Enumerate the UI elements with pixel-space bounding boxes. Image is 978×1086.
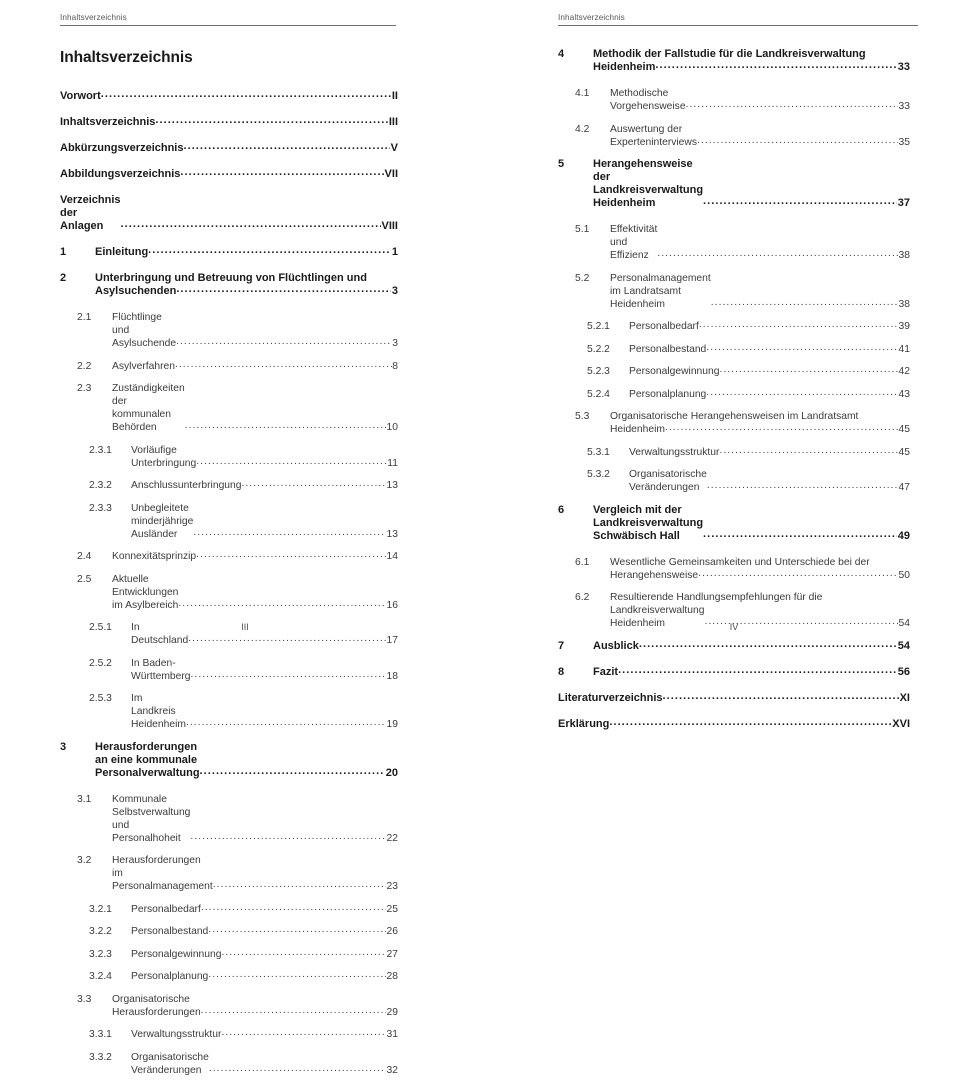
toc-entry[interactable]	[558, 410, 910, 436]
toc-right	[558, 48, 910, 744]
toc-entry-number: 4.2	[575, 123, 590, 135]
toc-entry-title: Organisatorische Herausforderungen	[112, 993, 201, 1018]
toc-entry-title: Vorwort	[60, 90, 101, 102]
toc-leader-dots	[196, 548, 386, 561]
toc-leader-dots	[186, 716, 386, 729]
toc-page-number: 17	[386, 635, 398, 646]
toc-entry[interactable]	[60, 948, 398, 961]
toc-entry-number: 1	[60, 246, 67, 258]
toc-page-number: 33	[898, 101, 910, 112]
toc-entry-number: 2.1	[77, 312, 92, 323]
toc-leader-dots	[155, 114, 388, 127]
toc-page-number: 49	[897, 529, 910, 542]
toc-leader-dots	[703, 195, 897, 208]
toc-entry-title: Methodik der Fallstudie für die Landkreisverwaltung	[593, 48, 866, 60]
toc-leader-dots	[185, 419, 386, 432]
toc-page-number: 50	[898, 569, 910, 581]
toc-page-number: VIII	[381, 220, 398, 232]
toc-page-number: 33	[897, 61, 910, 73]
toc-entry-title: Unbegleitete minderjährige Ausländer	[131, 502, 194, 540]
toc-entry[interactable]	[558, 320, 910, 333]
toc-entry[interactable]	[60, 573, 398, 612]
page-title: Inhaltsverzeichnis	[60, 49, 193, 66]
toc-entry[interactable]	[558, 504, 910, 543]
toc-page-number: 13	[386, 528, 398, 540]
toc-entry-title: Konnexitätsprinzip	[112, 551, 197, 562]
toc-entry[interactable]	[60, 168, 398, 181]
toc-entry-number: 3.3.2	[89, 1051, 112, 1063]
toc-entry-title: Wesentliche Gemeinsamkeiten und Unterschiede bei der	[610, 556, 870, 568]
toc-page-number: 18	[386, 670, 398, 682]
toc-entry-number: 5	[558, 158, 565, 170]
toc-page-number: 42	[898, 366, 910, 377]
toc-leader-dots	[697, 134, 898, 147]
toc-entry-number: 8	[558, 665, 565, 678]
toc-entry-number: 2.5.3	[89, 693, 112, 704]
toc-entry-title: Personalplanung	[131, 971, 209, 982]
toc-entry-title: In Baden-Württemberg	[131, 657, 191, 682]
toc-leader-dots	[609, 716, 891, 729]
toc-entry-title: Erklärung	[558, 717, 610, 730]
toc-entry[interactable]	[60, 903, 398, 916]
toc-entry-title: Flüchtlinge und Asylsuchende	[112, 312, 177, 349]
toc-leader-dots	[175, 358, 392, 371]
toc-page-number: 47	[898, 482, 910, 493]
page-folio-left: III	[241, 622, 249, 632]
toc-entry-title: Personalgewinnung	[131, 948, 222, 960]
toc-entry-number: 3.2.3	[89, 948, 112, 960]
toc-page-number: VII	[384, 168, 398, 180]
toc-entry-number: 2.3.3	[89, 502, 112, 514]
toc-entry[interactable]	[60, 116, 398, 129]
toc-leader-dots	[221, 946, 386, 959]
toc-page-number: 32	[386, 1064, 398, 1076]
toc-entry-number: 5.2.1	[587, 321, 610, 332]
toc-entry-title: Fazit	[593, 665, 619, 678]
toc-leader-dots	[706, 386, 898, 399]
toc-leader-dots	[618, 664, 897, 677]
toc-page-number: 56	[897, 665, 910, 678]
toc-leader-dots	[707, 479, 898, 492]
toc-leader-dots	[719, 444, 898, 457]
toc-entry-number: 5.1	[575, 224, 590, 235]
toc-page-number: 28	[386, 971, 398, 982]
toc-entry-number: 2.5.1	[89, 622, 112, 633]
toc-entry[interactable]	[60, 657, 398, 683]
toc-entry-title: Unterbringung und Betreuung von Flüchtlingen und	[95, 272, 367, 284]
toc-leader-dots	[193, 526, 386, 539]
toc-leader-dots	[639, 638, 897, 651]
toc-entry-number: 3.2.1	[89, 903, 112, 915]
toc-entry-title-cont: Landkreisverwaltung Heidenheim	[610, 605, 705, 629]
toc-page-number: 43	[898, 388, 910, 400]
toc-entry-number: 2.3	[77, 383, 92, 394]
toc-entry-title: Personalbestand	[131, 926, 209, 937]
toc-page-number: 3	[392, 338, 398, 349]
toc-leader-dots	[213, 878, 386, 891]
toc-entry-number: 5.3.1	[587, 446, 610, 458]
toc-leader-dots	[196, 455, 387, 468]
toc-entry[interactable]	[558, 343, 910, 356]
toc-entry-title: Organisatorische Veränderungen	[629, 469, 707, 493]
toc-page-number: 35	[898, 136, 910, 148]
toc-entry[interactable]	[558, 48, 910, 74]
page-left	[0, 0, 490, 1076]
toc-leader-dots	[706, 341, 898, 354]
toc-entry-title: Resultierende Handlungsempfehlungen für die	[610, 592, 823, 603]
toc-entry-title: Personalgewinnung	[629, 366, 720, 377]
toc-entry[interactable]	[60, 1028, 398, 1041]
toc-entry-number: 3	[60, 740, 67, 753]
toc-entry-title: Effektivität und Effizienz	[610, 224, 658, 261]
toc-entry-title: Im Landkreis Heidenheim	[131, 693, 186, 730]
toc-entry-number: 5.3.2	[587, 469, 610, 480]
toc-leader-dots	[686, 98, 898, 111]
toc-entry-title: Zuständigkeiten der kommunalen Behörden	[112, 383, 185, 433]
toc-leader-dots	[191, 668, 387, 681]
toc-leader-dots	[657, 247, 898, 260]
toc-page-number: 8	[392, 360, 398, 372]
toc-entry-number: 2.3.1	[89, 444, 112, 456]
toc-entry-title: Organisatorische Veränderungen	[131, 1051, 209, 1076]
toc-entry-title: Organisatorische Herangehensweisen im Landratsamt	[610, 411, 859, 422]
toc-page-number: 38	[898, 298, 910, 310]
page-right	[490, 0, 978, 730]
toc-entry-number: 5.2.2	[587, 343, 610, 355]
toc-entry-number: 2.3.2	[89, 480, 112, 491]
toc-entry[interactable]	[60, 444, 398, 470]
toc-entry-number: 5.2.4	[587, 388, 610, 400]
toc-entry-title: Personalbestand	[629, 343, 707, 355]
toc-page-number: 25	[386, 903, 398, 915]
toc-entry-title: Asylverfahren	[112, 360, 175, 372]
page-folio-right: IV	[729, 622, 739, 632]
toc-entry[interactable]	[60, 90, 398, 103]
toc-entry-number: 2	[60, 272, 67, 284]
toc-page-number: 3	[391, 285, 398, 297]
toc-entry[interactable]	[60, 311, 398, 350]
toc-leader-dots	[221, 1026, 386, 1039]
toc-entry[interactable]	[558, 223, 910, 262]
toc-entry[interactable]	[60, 360, 398, 373]
toc-left	[60, 48, 398, 1086]
toc-page-number: 1	[391, 246, 398, 258]
toc-leader-dots	[711, 296, 898, 309]
toc-page-number: 54	[897, 639, 910, 652]
toc-page-number: XI	[899, 691, 910, 704]
toc-entry[interactable]	[60, 550, 398, 563]
toc-leader-dots	[101, 88, 392, 101]
toc-entry[interactable]	[558, 388, 910, 401]
toc-entry-title: Verzeichnis der Anlagen	[60, 194, 121, 232]
toc-entry-title-cont: Heidenheim	[610, 424, 665, 435]
toc-entry[interactable]	[60, 854, 398, 893]
toc-entry-title: Verwaltungsstruktur	[629, 446, 720, 458]
toc-page-number: 10	[386, 422, 398, 433]
toc-entry[interactable]	[60, 925, 398, 938]
toc-entry[interactable]	[60, 194, 398, 233]
toc-entry-title-cont: Heidenheim	[593, 61, 656, 73]
toc-entry[interactable]	[60, 1051, 398, 1077]
toc-entry[interactable]	[60, 272, 398, 298]
toc-page-number: 54	[898, 618, 910, 629]
toc-entry-title: Einleitung	[95, 246, 149, 258]
toc-page-number: 16	[386, 599, 398, 611]
toc-entry-number: 4.1	[575, 88, 590, 99]
toc-leader-dots	[190, 830, 386, 843]
toc-leader-dots	[201, 901, 386, 914]
toc-entry[interactable]	[558, 446, 910, 459]
toc-entry-title: Herangehensweise der Landkreisverwaltung Heidenheim	[593, 158, 704, 209]
toc-entry-list-left	[60, 90, 398, 1077]
toc-page-number: 37	[897, 197, 910, 209]
toc-entry-number: 6.1	[575, 556, 590, 568]
toc-leader-dots	[208, 923, 386, 936]
toc-page-number: 38	[898, 250, 910, 261]
toc-entry-title: Anschlussunterbringung	[131, 480, 242, 491]
toc-entry[interactable]	[558, 468, 910, 494]
toc-page-number: 13	[386, 480, 398, 491]
toc-entry-title: In Deutschland	[131, 622, 189, 646]
toc-entry-title: Literaturverzeichnis	[558, 691, 663, 704]
toc-leader-dots	[188, 632, 386, 645]
toc-leader-dots	[209, 1062, 386, 1075]
toc-leader-dots	[719, 363, 898, 376]
toc-entry[interactable]	[60, 382, 398, 434]
toc-leader-dots	[176, 283, 391, 296]
toc-entry-number: 6	[558, 503, 565, 516]
toc-entry-number: 2.5.2	[89, 657, 112, 669]
toc-entry-title: Vorläufige Unterbringung	[131, 444, 197, 469]
toc-entry-title: Personalmanagement im Landratsamt Heidenheim	[610, 272, 711, 310]
toc-page-number: V	[390, 142, 398, 154]
toc-entry-number: 2.5	[77, 573, 92, 585]
toc-entry[interactable]	[558, 123, 910, 149]
toc-entry-number: 3.3	[77, 993, 92, 1005]
toc-entry[interactable]	[60, 246, 398, 259]
toc-entry-title: Aktuelle Entwicklungen im Asylbereich	[112, 573, 179, 611]
toc-entry-title: Verwaltungsstruktur	[131, 1029, 222, 1040]
toc-entry-number: 3.3.1	[89, 1029, 112, 1040]
toc-entry-number: 3.2.4	[89, 971, 112, 982]
toc-entry-number: 2.2	[77, 360, 92, 372]
toc-entry-number: 7	[558, 639, 565, 652]
toc-page-number: III	[388, 116, 398, 128]
toc-entry-number: 2.4	[77, 551, 92, 562]
toc-page-number: 26	[386, 926, 398, 937]
toc-page-number: 31	[386, 1029, 398, 1040]
toc-page-number: 27	[386, 948, 398, 960]
toc-leader-dots	[241, 477, 386, 490]
toc-entry[interactable]	[558, 365, 910, 378]
toc-leader-dots	[208, 968, 386, 981]
toc-entry[interactable]	[558, 666, 910, 679]
toc-entry[interactable]	[558, 718, 910, 731]
toc-page-number: 20	[385, 766, 398, 779]
toc-entry-number: 3.1	[77, 793, 92, 805]
toc-entry[interactable]	[558, 158, 910, 210]
toc-entry[interactable]	[60, 502, 398, 541]
toc-page-number: 29	[386, 1006, 398, 1018]
toc-leader-dots	[665, 421, 898, 434]
toc-leader-dots	[699, 318, 898, 331]
toc-leader-dots	[178, 597, 386, 610]
toc-entry-number: 6.2	[575, 592, 590, 603]
toc-page-number: 39	[898, 321, 910, 332]
toc-entry[interactable]	[60, 793, 398, 845]
toc-leader-dots	[655, 59, 897, 72]
toc-page-number: 22	[386, 832, 398, 844]
toc-page-number: 11	[387, 457, 398, 469]
toc-page-number: 23	[386, 881, 398, 892]
toc-entry[interactable]	[60, 479, 398, 492]
toc-leader-dots	[663, 690, 900, 703]
toc-entry-title: Personalbedarf	[629, 321, 699, 332]
toc-leader-dots	[698, 567, 898, 580]
toc-leader-dots	[180, 166, 384, 179]
toc-entry-title: Auswertung der Experteninterviews	[610, 123, 697, 148]
toc-entry[interactable]	[558, 87, 910, 113]
toc-entry-number: 3.2	[77, 855, 92, 866]
running-header: Inhaltsverzeichnis	[558, 12, 918, 26]
toc-entry[interactable]	[558, 640, 910, 653]
toc-entry-title: Herausforderungen an eine kommunale Personalverwaltung	[95, 740, 200, 779]
toc-entry[interactable]	[558, 692, 910, 705]
toc-entry[interactable]	[60, 741, 398, 780]
toc-entry[interactable]	[60, 692, 398, 731]
toc-leader-dots	[121, 218, 381, 231]
toc-entry-title: Herausforderungen im Personalmanagement	[112, 855, 213, 892]
toc-page-number: 41	[898, 343, 910, 355]
toc-entry-title: Ausblick	[593, 639, 639, 652]
toc-entry-title: Inhaltsverzeichnis	[60, 116, 156, 128]
toc-entry-title: Methodische Vorgehensweise	[610, 88, 686, 112]
toc-entry-title: Vergleich mit der Landkreisverwaltung Schwäbisch Hall	[593, 503, 704, 542]
toc-page-number: 45	[898, 424, 910, 435]
toc-entry-title: Personalplanung	[629, 388, 707, 400]
toc-entry-number: 5.2	[575, 272, 590, 284]
toc-entry[interactable]	[558, 272, 910, 311]
toc-leader-dots	[183, 140, 390, 153]
toc-page-number: 14	[386, 551, 398, 562]
toc-entry-title: Abkürzungsverzeichnis	[60, 142, 184, 154]
toc-leader-dots	[148, 244, 391, 257]
running-header: Inhaltsverzeichnis	[60, 12, 396, 26]
toc-entry-title-cont: Herangehensweise	[610, 569, 699, 581]
toc-entry[interactable]	[60, 142, 398, 155]
toc-page-number: XVI	[892, 717, 910, 730]
toc-entry[interactable]	[60, 993, 398, 1019]
toc-entry-title: Kommunale Selbstverwaltung und Personalhoheit	[112, 793, 191, 844]
toc-entry[interactable]	[60, 970, 398, 983]
toc-page-number: II	[391, 90, 398, 102]
toc-entry-number: 3.2.2	[89, 926, 112, 937]
toc-leader-dots	[200, 765, 386, 778]
toc-leader-dots	[703, 528, 897, 541]
toc-entry[interactable]	[558, 556, 910, 582]
toc-entry-number: 5.2.3	[587, 366, 610, 377]
toc-entry-title: Personalbedarf	[131, 903, 201, 915]
toc-page-number: 19	[386, 719, 398, 730]
toc-page-number: 45	[898, 446, 910, 458]
toc-entry-title: Abbildungsverzeichnis	[60, 168, 181, 180]
toc-entry-number: 5.3	[575, 411, 590, 422]
toc-leader-dots	[201, 1004, 386, 1017]
toc-entry-number: 4	[558, 48, 565, 60]
toc-leader-dots	[176, 335, 392, 348]
toc-entry-title-cont: Asylsuchenden	[95, 285, 177, 297]
